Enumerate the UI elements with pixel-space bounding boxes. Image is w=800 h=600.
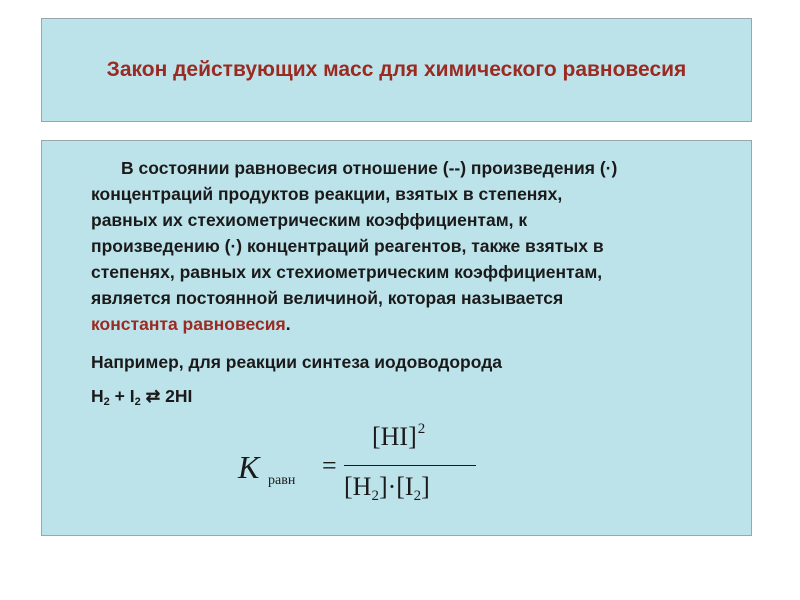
formula-subscript: равн (268, 473, 296, 488)
definition-line: произведению (·) концентраций реагентов, также взятых в (91, 236, 604, 256)
reactant-i: + I (109, 386, 135, 406)
definition-line: концентраций продуктов реакции, взятых в степенях, (91, 184, 563, 204)
definition-line: является постоянной величиной, которая называется (91, 288, 564, 308)
formula-symbol: K (238, 449, 260, 485)
denominator-right-subscript: 2 (413, 488, 422, 504)
denominator-right: ] (421, 472, 430, 501)
equilibrium-constant-formula (238, 421, 498, 521)
formula-numerator (372, 421, 425, 452)
formula-equals: = (322, 451, 337, 480)
slide-title: Закон действующих масс для химического равновесия (106, 58, 687, 81)
product-hi: 2HI (165, 386, 193, 406)
equilibrium-constant-term: константа равновесия (91, 314, 286, 334)
denominator-mid: ]·[I (378, 472, 414, 501)
definition-paragraph (91, 155, 731, 337)
content-box (41, 140, 752, 536)
fraction-bar (344, 465, 476, 466)
example-text: Например, для реакции синтеза иодоводорода (91, 352, 503, 372)
term-period: . (285, 314, 291, 334)
reaction-equation (91, 383, 192, 415)
numerator-text: [HI] (372, 422, 417, 451)
title-box (41, 18, 752, 122)
equilibrium-arrow: ⇄ (140, 386, 166, 406)
reactant-h-subscript: 2 (103, 396, 110, 408)
reactant-i-subscript: 2 (134, 396, 141, 408)
definition-line: равных их стехиометрическим коэффициентам, к (91, 210, 528, 230)
definition-line: степенях, равных их стехиометрическим коэффициентам, (91, 262, 603, 282)
formula-denominator (344, 472, 430, 505)
definition-line: В состоянии равновесия отношение (--) произведения (·) (121, 158, 618, 178)
denominator-left: [H (344, 472, 372, 501)
numerator-power: 2 (417, 421, 426, 437)
reactant-h: H (91, 386, 104, 406)
definition-last-line (91, 311, 731, 337)
denominator-left-subscript: 2 (371, 488, 379, 504)
